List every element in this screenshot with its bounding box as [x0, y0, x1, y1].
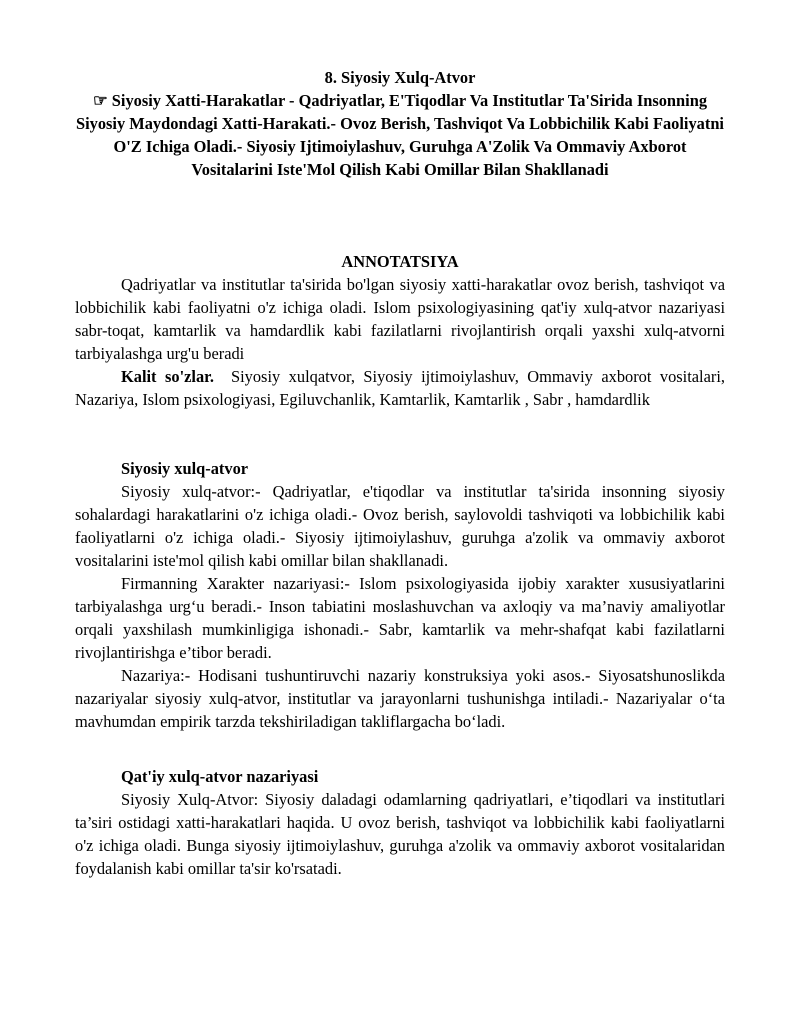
annotation-heading: ANNOTATSIYA [341, 252, 459, 271]
section-paragraph: Siyosiy Xulq-Atvor: Siyosiy daladagi odamlarning qadriyatlari, e’tiqodlari va institutlari ta’siri ostidagi xatti-harakatlari haqida. U ovoz berish, tashviqot va lobbichilik kabi faoliyatlarni o'z ichiga oladi. Bunga siyosiy ijtimoiylashuv, guruhga a'zolik va ommaviy axborot vositalaridan foydalanish kabi omillar ta'sir ko'rsatadi. [75, 790, 725, 878]
keywords-text: Siyosiy xulqatvor, Siyosiy ijtimoiylashuv, Ommaviy axborot vositalari, Nazariya, Islom psixologiyasi, Egiluvchanlik, Kamtarlik, Kamtarlik , Sabr , hamdardlik [75, 367, 725, 409]
section-paragraph: Firmanning Xarakter nazariyasi:- Islom psixologiyasida ijobiy xarakter xususiyatlarini tarbiyalashga urg‘u beradi.- Inson tabiatini moslashuvchan va axloqiy va ma’naviy amaliyotlar orqali yaxshilash mumkinligiga ishonadi.- Sabr, kamtarlik va mehr-shafqat kabi fazilatlarni rivojlantirishga e’tibor beradi. [75, 574, 725, 662]
document-page [75, 0, 725, 880]
pointing-hand-icon: ☞ [92, 91, 108, 110]
keywords-label: Kalit so'zlar. [121, 367, 215, 386]
section-heading: Siyosiy xulq-atvor [121, 459, 249, 478]
keywords-paragraph [75, 365, 725, 411]
section-heading: Qat'iy xulq-atvor nazariyasi [121, 767, 319, 786]
annotation-text: Qadriyatlar va institutlar ta'sirida bo'lgan siyosiy xatti-harakatlar ovoz berish, tashviqot va lobbichilik kabi faoliyatni o'z ichiga oladi. Islom psixologiyasining qat'iy xulq-atvor nazariyasi sabr-toqat, kamtarlik va hamdardlik kabi fazilatlarni rivojlantirish orqali yaxshi xulq-atvorni tarbiyalashga urg'u beradi [75, 275, 725, 363]
section-paragraph: Nazariya:- Hodisani tushuntiruvchi nazariy konstruksiya yoki asos.- Siyosatshunoslikda nazariyalar siyosiy xulq-atvor, institutlar va jarayonlarni tushunishga intiladi.- Nazariyalar o‘ta mavhumdan empirik tarzda tekshiriladigan takliflargacha bo‘ladi. [75, 666, 725, 731]
title-block [75, 66, 725, 181]
subtitle-text: Siyosiy Xatti-Harakatlar - Qadriyatlar, E'Tiqodlar Va Institutlar Ta'Sirida Insonning Siyosiy Maydondagi Xatti-Harakati.- Ovoz Berish, Tashviqot Va Lobbichilik Kabi Faoliyatni O'Z Ichiga Oladi.- Siyosiy Ijtimoiylashuv, Guruhga A'Zolik Va Ommaviy Axborot Vositalarini Iste'Mol Qilish Kabi Omillar Bilan Shakllanadi [75, 91, 724, 179]
chapter-subtitle [75, 89, 725, 181]
section-paragraph: Siyosiy xulq-atvor:- Qadriyatlar, e'tiqodlar va institutlar ta'sirida insonning siyosiy sohalardagi harakatlarini o'z ichiga oladi.- Ovoz berish, saylovoldi tashviqoti va lobbichilik kabi faoliyatlarni o'z ichiga oladi.- Siyosiy ijtimoiylashuv, guruhga a'zolik va ommaviy axborot vositalarini iste'mol qilish kabi omillar bilan shakllanadi. [75, 482, 725, 570]
chapter-title: 8. Siyosiy Xulq-Atvor [324, 68, 476, 87]
